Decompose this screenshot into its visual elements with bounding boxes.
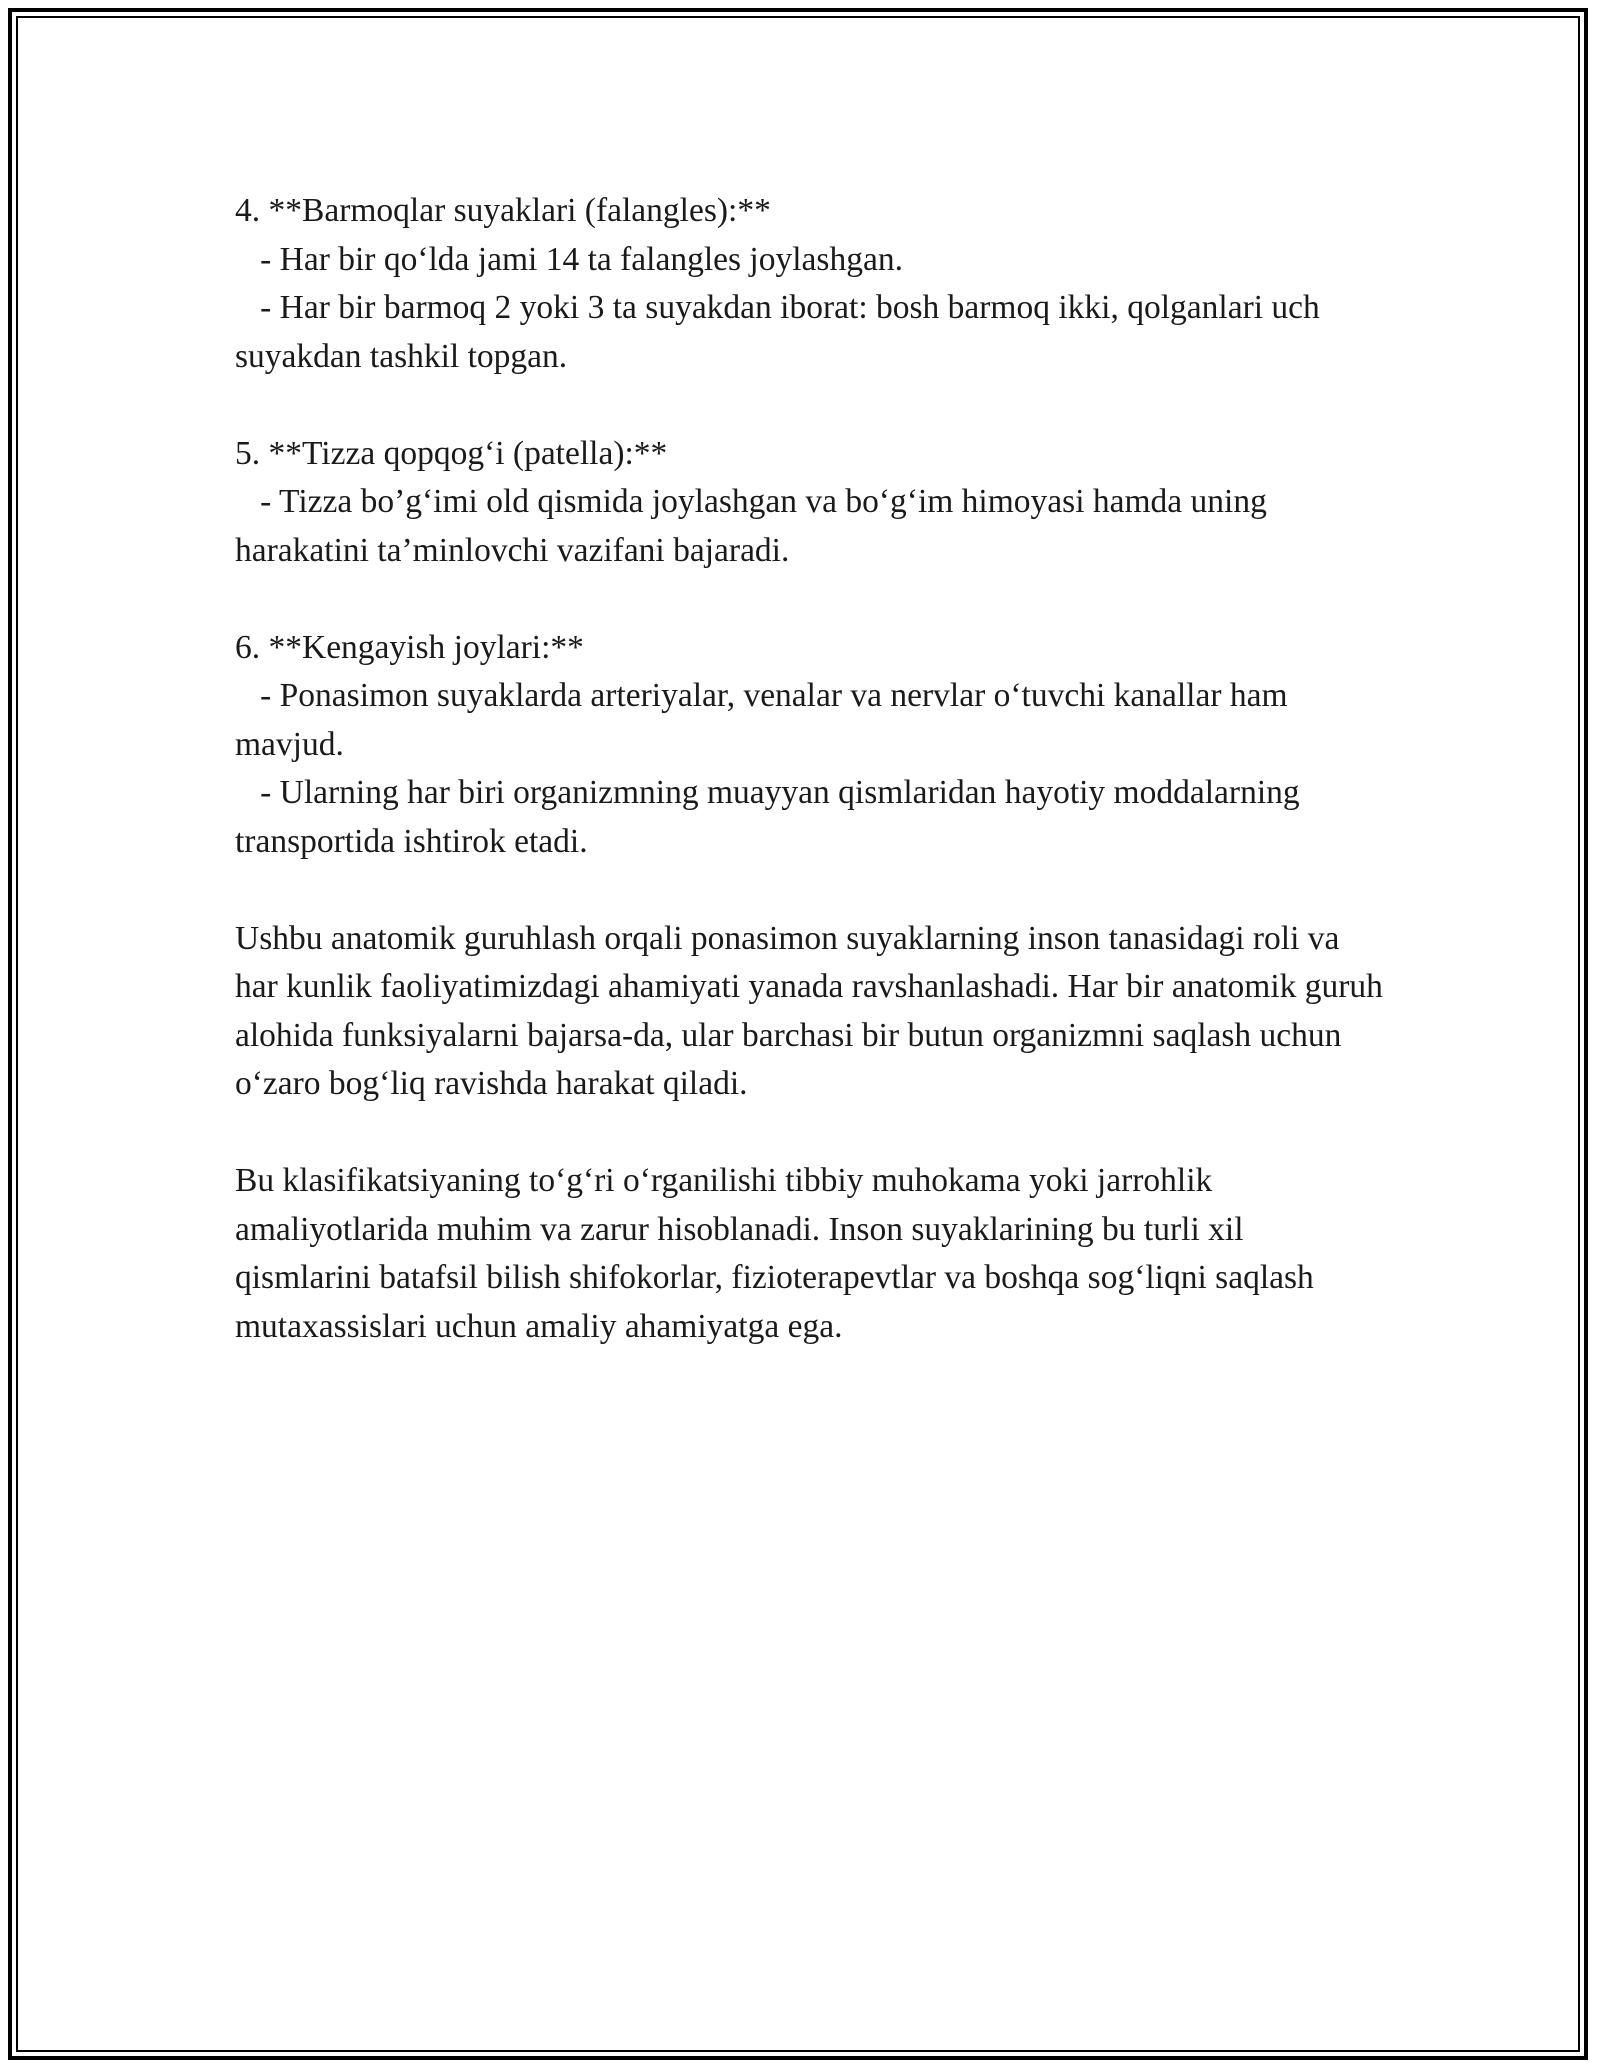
section-heading: 6. **Kengayish joylari:** — [235, 628, 584, 666]
bullet-item: - Ponasimon suyaklarda arteriyalar, venalar va nervlar o‘tuvchi kanallar ham mavjud. — [235, 677, 1296, 763]
section-kengayish — [235, 624, 1385, 867]
paragraph: Bu klasifikatsiyaning to‘g‘ri o‘rganilishi tibbiy muhokama yoki jarrohlik amaliyotlarida muhim va zarur hisoblanadi. Inson suyaklarining bu turli xil qismlarini batafsil bilish shifokorlar, fizioterapevtlar va boshqa sog‘liqni saqlash mutaxassislari uchun amaliy ahamiyatga ega. — [235, 1162, 1314, 1345]
bullet-item: - Har bir barmoq 2 yoki 3 ta suyakdan iborat: bosh barmoq ikki, qolganlari uch suyakdan tashkil topgan. — [235, 289, 1329, 375]
bullet-item: - Ularning har biri organizmning muayyan qismlaridan hayotiy moddalarning transportida ishtirok etadi. — [235, 774, 1308, 860]
section-patella — [235, 430, 1385, 576]
section-heading: 4. **Barmoqlar suyaklari (falangles):** — [235, 192, 771, 229]
document-body — [235, 187, 1385, 1400]
bullet-item: - Har bir qo‘lda jami 14 ta falangles joylashgan. — [235, 240, 903, 278]
section-falangles — [235, 187, 1385, 381]
bullet-item: - Tizza bo’g‘imi old qismida joylashgan va bo‘g‘im himoyasi hamda uning harakatini ta’minlovchi vazifani bajaradi. — [235, 483, 1276, 569]
section-heading: 5. **Tizza qopqog‘i (patella):** — [235, 434, 668, 472]
paragraph: Ushbu anatomik guruhlash orqali ponasimon suyaklarning inson tanasidagi roli va har kunlik faoliyatimizdagi ahamiyati yanada ravshanlashadi. Har bir anatomik guruh alohida funksiyalarni bajarsa-da, ular barchasi bir butun organizmni saqlash uchun o‘zaro bog‘liq ravishda harakat qiladi. — [235, 919, 1383, 1102]
